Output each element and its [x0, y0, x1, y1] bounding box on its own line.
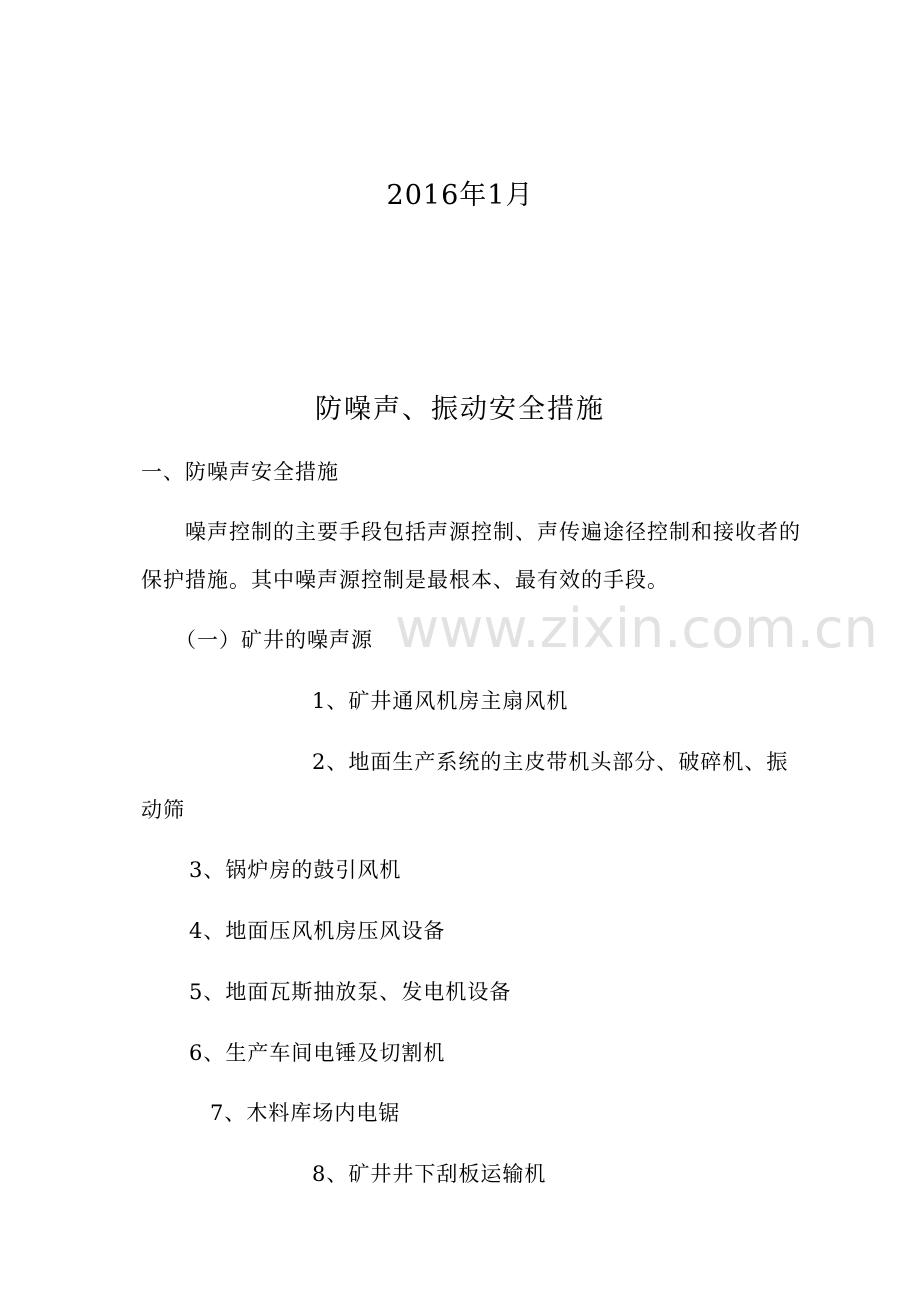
- list-item: 3、锅炉房的鼓引风机: [189, 858, 402, 882]
- document-date: 2016年1月: [386, 180, 534, 211]
- watermark: www.zixin.com.cn: [395, 597, 878, 660]
- section-heading: 一、防噪声安全措施: [141, 460, 339, 484]
- subsection-heading: （一）矿井的噪声源: [175, 628, 373, 652]
- list-item: 6、生产车间电锤及切割机: [189, 1041, 446, 1065]
- intro-paragraph-line-1: 噪声控制的主要手段包括声源控制、声传遍途径控制和接收者的: [185, 520, 801, 544]
- list-item: 2、地面生产系统的主皮带机头部分、破碎机、振: [312, 750, 789, 774]
- document-title: 防噪声、振动安全措施: [315, 394, 605, 425]
- list-item: 5、地面瓦斯抽放泵、发电机设备: [189, 980, 512, 1004]
- list-item: 1、矿井通风机房主扇风机: [312, 689, 569, 713]
- intro-paragraph-line-2: 保护措施。其中噪声源控制是最根本、最有效的手段。: [141, 568, 669, 592]
- list-item: 7、木料库场内电锯: [210, 1101, 401, 1125]
- list-item-continuation: 动筛: [141, 798, 185, 822]
- list-item: 4、地面压风机房压风设备: [189, 919, 446, 943]
- list-item: 8、矿井井下刮板运输机: [312, 1162, 547, 1186]
